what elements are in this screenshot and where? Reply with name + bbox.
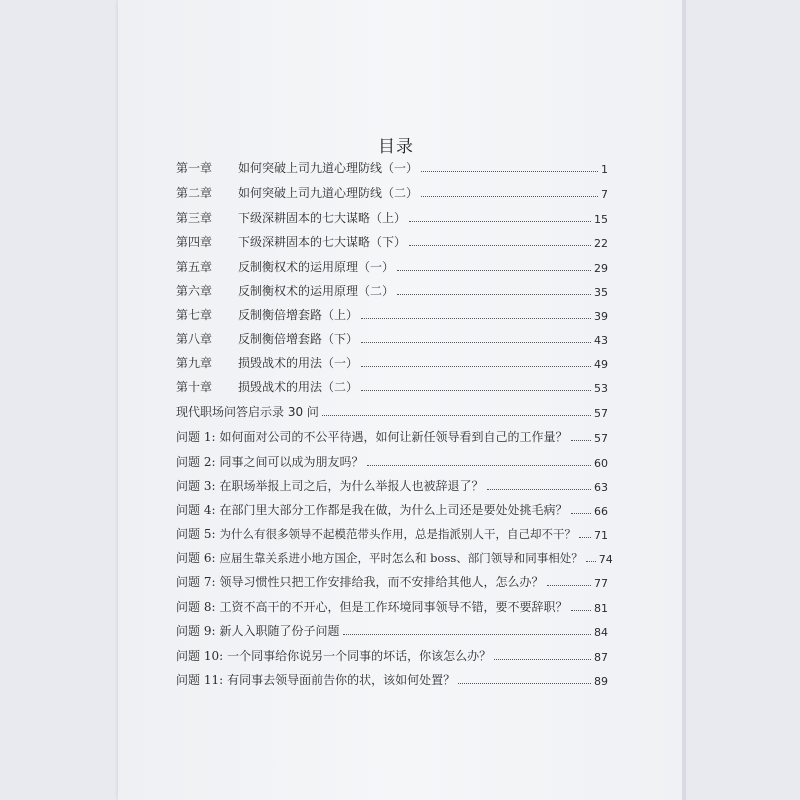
- toc-chapter-row: [176, 303, 608, 323]
- question-title: 新人入职随了份子问题: [219, 624, 340, 638]
- chapter-title: 反制衡倍增套路（上）: [238, 308, 359, 322]
- leader-dots: [361, 318, 591, 319]
- section-title: 现代职场问答启示录 30 问: [176, 405, 319, 419]
- leader-dots: [361, 342, 591, 343]
- page-number: 22: [594, 237, 608, 250]
- question-number: 问题 9:: [176, 624, 216, 638]
- leader-dots: [367, 465, 591, 466]
- leader-dots: [586, 561, 596, 562]
- toc-question-row: [176, 668, 608, 688]
- question-number: 问题 4:: [176, 503, 216, 517]
- chapter-title: 下级深耕固本的七大谋略（下）: [238, 235, 407, 249]
- leader-dots: [487, 489, 591, 490]
- question-number: 问题 5:: [176, 527, 216, 541]
- leader-dots: [397, 294, 591, 295]
- leader-dots: [397, 270, 591, 271]
- toc-chapter-row: [176, 255, 608, 275]
- question-title: 有同事去领导面前告你的状，该如何处置？: [227, 673, 456, 687]
- leader-dots: [571, 513, 591, 514]
- chapter-number: 第四章: [176, 235, 213, 249]
- toc-question-row: [176, 644, 608, 664]
- chapter-number: 第三章: [176, 211, 213, 225]
- page-number: 74: [598, 553, 613, 566]
- chapter-number: 第八章: [176, 332, 213, 346]
- chapter-number: 第六章: [176, 284, 213, 298]
- toc-section-row: [176, 400, 608, 420]
- toc-question-row: [176, 570, 608, 590]
- toc-question-row: [176, 498, 608, 518]
- toc-title: 目录: [378, 137, 414, 157]
- question-number: 问题 11:: [176, 673, 224, 687]
- page-number: 89: [594, 675, 608, 688]
- question-title: 应届生靠关系进小地方国企，平时怎么和 boss、部门领导和同事相处？: [219, 551, 583, 565]
- page-number: 35: [594, 286, 608, 299]
- leader-dots: [421, 196, 598, 197]
- question-number: 问题 8:: [176, 600, 216, 614]
- leader-dots: [409, 245, 591, 246]
- page-number: 49: [594, 358, 608, 371]
- leader-dots: [579, 537, 591, 538]
- chapter-title: 反制衡倍增套路（下）: [238, 332, 359, 346]
- toc-question-row: [176, 619, 608, 639]
- question-number: 问题 6:: [176, 551, 216, 565]
- chapter-number: 第一章: [176, 161, 213, 175]
- toc-chapter-row: [176, 279, 608, 299]
- question-title: 在职场举报上司之后，为什么举报人也被辞退了？: [219, 479, 484, 493]
- leader-dots: [494, 659, 591, 660]
- page-number: 60: [594, 457, 608, 470]
- chapter-title: 如何突破上司九道心理防线（一）: [238, 161, 419, 175]
- question-title: 工资不高干的不开心，但是工作环境同事领导不错，要不要辞职？: [219, 600, 568, 614]
- question-number: 问题 10:: [176, 649, 224, 663]
- page-number: 57: [594, 432, 608, 445]
- chapter-number: 第五章: [176, 260, 213, 274]
- toc-chapter-row: [176, 230, 608, 250]
- chapter-title: 如何突破上司九道心理防线（二）: [238, 186, 419, 200]
- toc-chapter-row: [176, 181, 608, 201]
- leader-dots: [343, 634, 591, 635]
- page-number: 81: [594, 602, 608, 615]
- page-number: 15: [594, 213, 608, 226]
- question-title: 在部门里大部分工作都是我在做，为什么上司还是要处处挑毛病？: [219, 503, 568, 517]
- page-number: 77: [594, 577, 608, 590]
- question-title: 如何面对公司的不公平待遇，如何让新任领导看到自己的工作量？: [219, 430, 568, 444]
- page-number: 7: [601, 188, 608, 201]
- question-title: 为什么有很多领导不起模范带头作用，总是指派别人干，自己却不干？: [219, 527, 576, 541]
- leader-dots: [409, 221, 591, 222]
- page-number: 66: [594, 505, 608, 518]
- toc-question-row: [176, 425, 608, 445]
- leader-dots: [421, 171, 598, 172]
- toc-chapter-row: [176, 351, 608, 371]
- chapter-number: 第九章: [176, 356, 213, 370]
- toc-chapter-row: [176, 375, 608, 395]
- page-number: 84: [594, 626, 608, 639]
- page-number: 1: [601, 163, 608, 176]
- toc-question-row: [176, 546, 613, 566]
- chapter-title: 反制衡权术的运用原理（一）: [238, 260, 395, 274]
- toc-question-row: [176, 474, 608, 494]
- leader-dots: [547, 585, 591, 586]
- toc-question-row: [176, 522, 608, 542]
- chapter-title: 损毁战术的用法（一）: [238, 356, 359, 370]
- leader-dots: [361, 390, 591, 391]
- leader-dots: [458, 683, 591, 684]
- page-number: 53: [594, 382, 608, 395]
- chapter-title: 下级深耕固本的七大谋略（上）: [238, 211, 407, 225]
- chapter-number: 第七章: [176, 308, 213, 322]
- question-title: 同事之间可以成为朋友吗？: [219, 455, 364, 469]
- page-number: 63: [594, 481, 608, 494]
- page-number: 39: [594, 310, 608, 323]
- page-number: 43: [594, 334, 608, 347]
- chapter-title: 损毁战术的用法（二）: [238, 380, 359, 394]
- chapter-number: 第二章: [176, 186, 213, 200]
- question-number: 问题 2:: [176, 455, 216, 469]
- leader-dots: [571, 440, 591, 441]
- chapter-title: 反制衡权术的运用原理（二）: [238, 284, 395, 298]
- page-number: 57: [594, 407, 608, 420]
- leader-dots: [571, 610, 591, 611]
- toc-chapter-row: [176, 156, 608, 176]
- page-number: 29: [594, 262, 608, 275]
- leader-dots: [361, 366, 591, 367]
- leader-dots: [322, 415, 591, 416]
- question-title: 领导习惯性只把工作安排给我，而不安排给其他人，怎么办？: [219, 575, 544, 589]
- toc-question-row: [176, 450, 608, 470]
- question-number: 问题 1:: [176, 430, 216, 444]
- chapter-number: 第十章: [176, 380, 213, 394]
- toc-question-row: [176, 595, 608, 615]
- question-number: 问题 7:: [176, 575, 216, 589]
- page-number: 87: [594, 651, 608, 664]
- page-number: 71: [594, 529, 608, 542]
- question-title: 一个同事给你说另一个同事的坏话，你该怎么办？: [227, 649, 492, 663]
- question-number: 问题 3:: [176, 479, 216, 493]
- toc-chapter-row: [176, 327, 608, 347]
- toc-chapter-row: [176, 206, 608, 226]
